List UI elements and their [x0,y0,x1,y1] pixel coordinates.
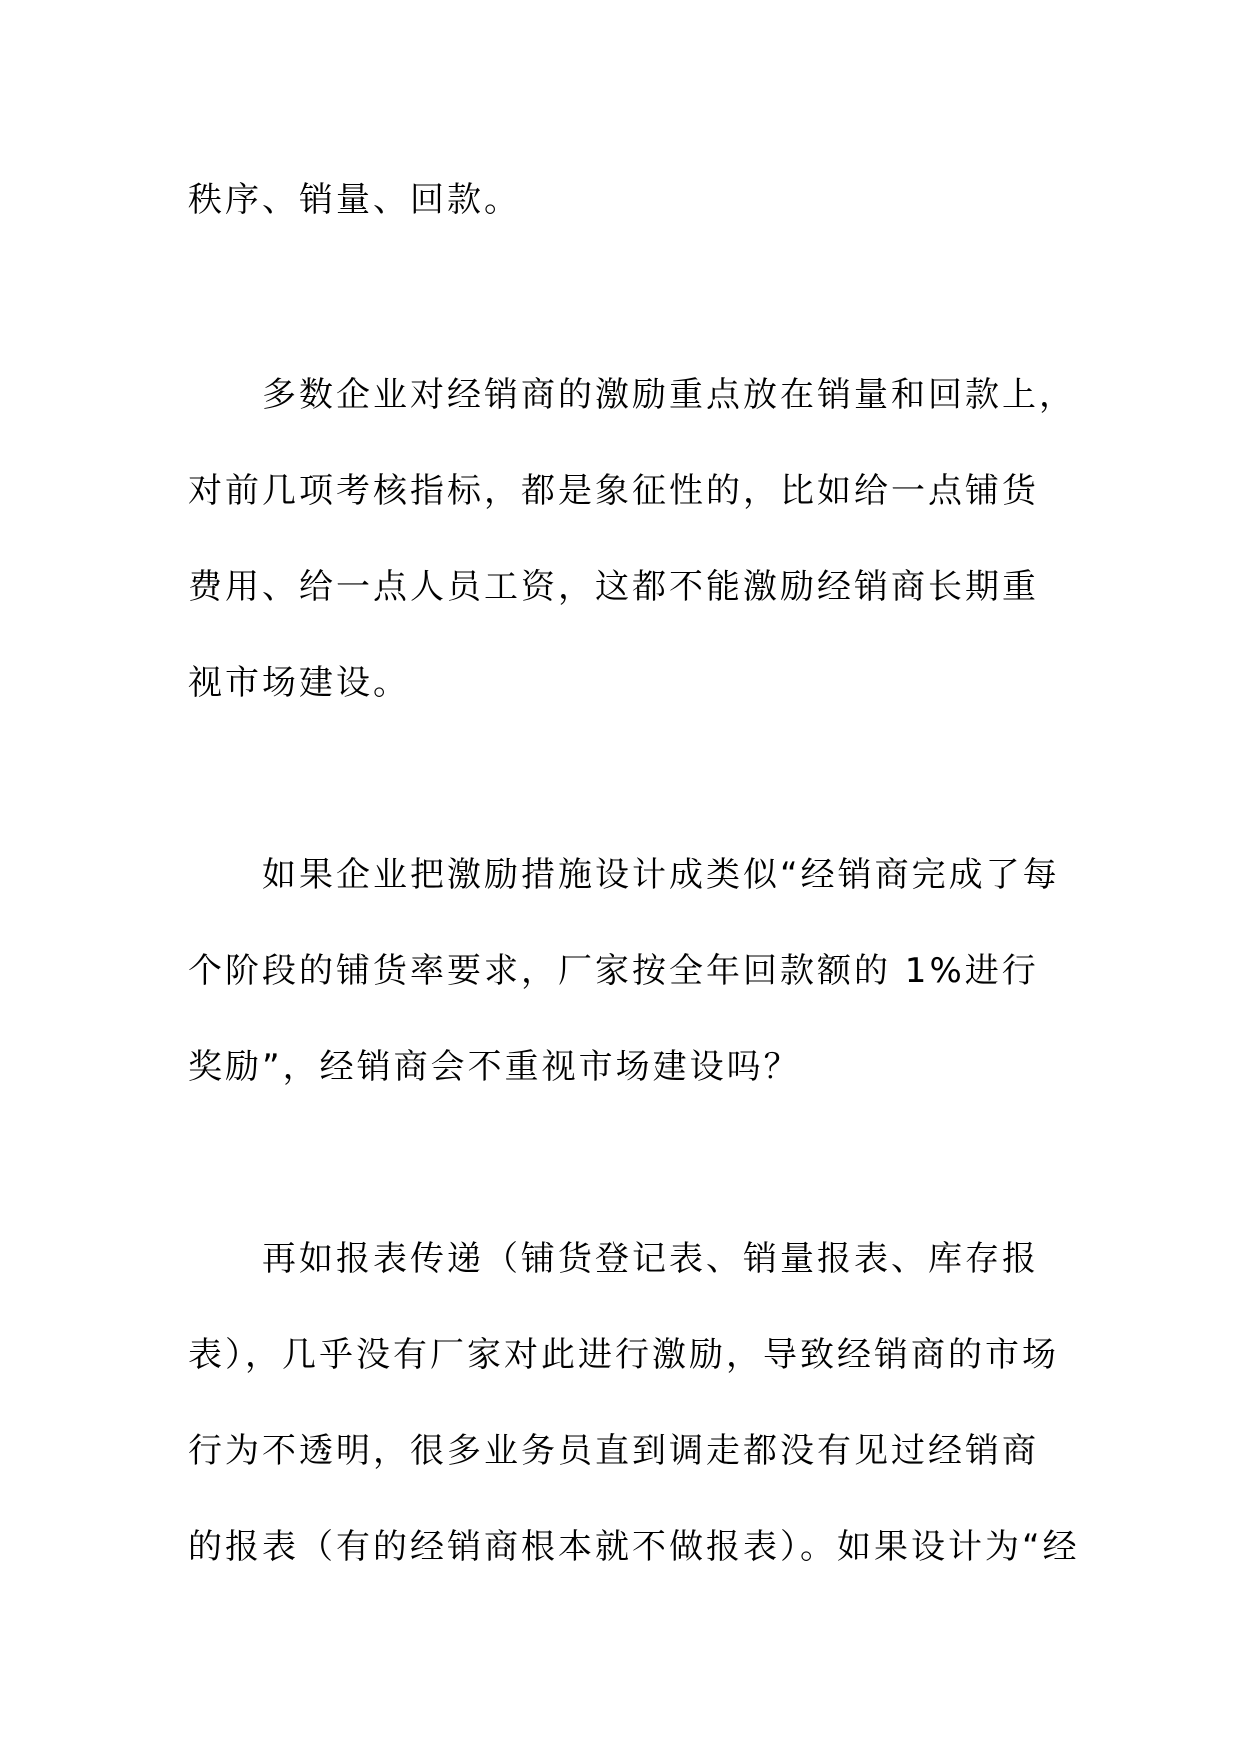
paragraph-4-line-4: 的报表（有的经销商根本就不做报表）。如果设计为“经 [188,1527,1080,1567]
paragraph-4-line-3: 行为不透明，很多业务员直到调走都没有见过经销商 [188,1431,1039,1471]
paragraph-1-line-1: 秩序、销量、回款。 [188,180,521,220]
paragraph-3-line-1: 如果企业把激励措施设计成类似“经销商完成了每 [262,855,1060,895]
paragraph-4-line-1: 再如报表传递（铺货登记表、销量报表、库存报 [262,1239,1039,1279]
paragraph-2-line-2: 对前几项考核指标，都是象征性的，比如给一点铺货 [188,471,1039,511]
paragraph-2-line-1: 多数企业对经销商的激励重点放在销量和回款上， [262,375,1076,415]
paragraph-2-line-3: 费用、给一点人员工资，这都不能激励经销商长期重 [188,567,1039,607]
paragraph-3-line-3: 奖励”，经销商会不重视市场建设吗？ [188,1047,801,1087]
paragraph-4-line-2: 表），几乎没有厂家对此进行激励，导致经销商的市场 [188,1335,1059,1375]
paragraph-2-line-4: 视市场建设。 [188,663,410,703]
paragraph-3-line-2: 个阶段的铺货率要求，厂家按全年回款额的 1%进行 [188,951,1039,991]
